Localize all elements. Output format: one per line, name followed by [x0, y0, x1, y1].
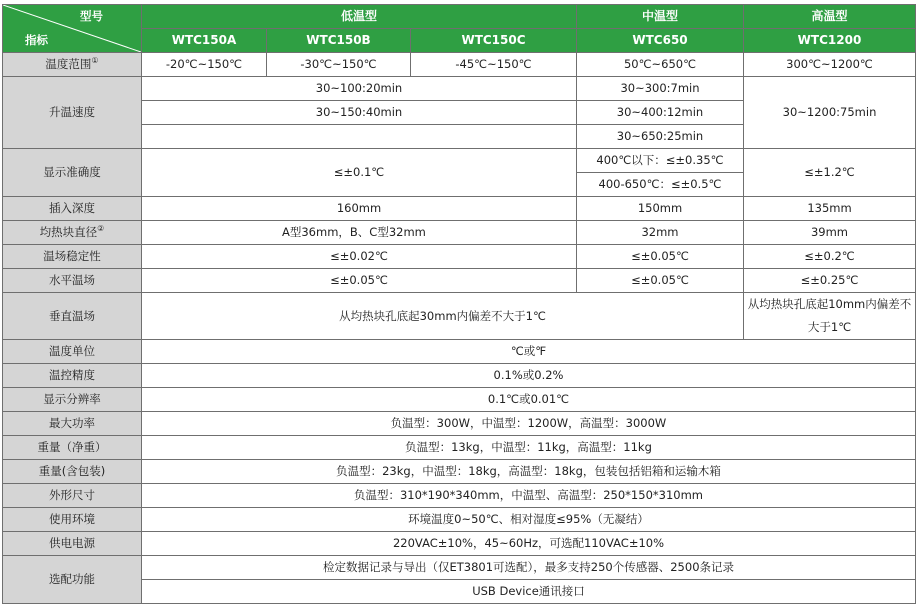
horizontal-field-low: ≤±0.05℃ — [142, 269, 577, 293]
options-value-1: 检定数据记录与导出（仅ET3801可选配），最多支持250个传感器、2500条记录 — [142, 556, 916, 580]
max-power-value: 负温型：300W，中温型：1200W，高温型：3000W — [142, 412, 916, 436]
model-wtc150b: WTC150B — [267, 29, 411, 53]
corner-metric-label: 指标 — [25, 33, 48, 47]
model-wtc150a: WTC150A — [142, 29, 267, 53]
row-label-max-power: 最大功率 — [3, 412, 142, 436]
row-label-environment: 使用环境 — [3, 508, 142, 532]
temp-range-wtc1200: 300℃~1200℃ — [744, 53, 916, 77]
display-accuracy-mid-1: 400℃以下：≤±0.35℃ — [577, 149, 744, 173]
environment-value: 环境温度0~50℃、相对湿度≤95%（无凝结） — [142, 508, 916, 532]
temp-range-wtc150a: -20℃~150℃ — [142, 53, 267, 77]
row-label-temp-unit: 温度单位 — [3, 340, 142, 364]
row-label-display-accuracy: 显示准确度 — [3, 149, 142, 197]
block-diameter-low: A型36mm，B、C型32mm — [142, 221, 577, 245]
options-value-2: USB Device通讯接口 — [142, 580, 916, 604]
row-label-insert-depth: 插入深度 — [3, 197, 142, 221]
group-high-temp: 高温型 — [744, 5, 916, 29]
heating-speed-mid-3: 30~650:25min — [577, 125, 744, 149]
model-wtc150c: WTC150C — [411, 29, 577, 53]
row-label-field-stability: 温场稳定性 — [3, 245, 142, 269]
display-accuracy-low: ≤±0.1℃ — [142, 149, 577, 197]
display-resolution-value: 0.1℃或0.01℃ — [142, 388, 916, 412]
insert-depth-high: 135mm — [744, 197, 916, 221]
row-label-control-precision: 温控精度 — [3, 364, 142, 388]
vertical-field-high: 从均热块孔底起10mm内偏差不大于1℃ — [744, 293, 916, 340]
temp-unit-value: ℃或℉ — [142, 340, 916, 364]
corner-model-label: 型号 — [80, 9, 103, 23]
heating-speed-low-1: 30~100:20min — [142, 77, 577, 101]
display-accuracy-mid-2: 400-650℃：≤±0.5℃ — [577, 173, 744, 197]
header-corner-cell — [3, 5, 142, 53]
group-low-temp: 低温型 — [142, 5, 577, 29]
insert-depth-mid: 150mm — [577, 197, 744, 221]
weight-package-value: 负温型：23kg，中温型：18kg，高温型：18kg，包装包括铝箱和运输木箱 — [142, 460, 916, 484]
display-accuracy-high: ≤±1.2℃ — [744, 149, 916, 197]
heating-speed-mid-2: 30~400:12min — [577, 101, 744, 125]
horizontal-field-high: ≤±0.25℃ — [744, 269, 916, 293]
dimensions-value: 负温型：310*190*340mm，中温型、高温型：250*150*310mm — [142, 484, 916, 508]
field-stability-low: ≤±0.02℃ — [142, 245, 577, 269]
horizontal-field-mid: ≤±0.05℃ — [577, 269, 744, 293]
row-label-temp-range: 温度范围① — [3, 53, 142, 77]
field-stability-high: ≤±0.2℃ — [744, 245, 916, 269]
heating-speed-low-empty — [142, 125, 577, 149]
row-label-display-resolution: 显示分辨率 — [3, 388, 142, 412]
block-diameter-high: 39mm — [744, 221, 916, 245]
heating-speed-low-2: 30~150:40min — [142, 101, 577, 125]
group-mid-temp: 中温型 — [577, 5, 744, 29]
row-label-weight-package: 重量(含包装) — [3, 460, 142, 484]
row-label-vertical-field: 垂直温场 — [3, 293, 142, 340]
model-wtc1200: WTC1200 — [744, 29, 916, 53]
row-label-dimensions: 外形尺寸 — [3, 484, 142, 508]
field-stability-mid: ≤±0.05℃ — [577, 245, 744, 269]
row-label-horizontal-field: 水平温场 — [3, 269, 142, 293]
block-diameter-mid: 32mm — [577, 221, 744, 245]
vertical-field-low-mid: 从均热块孔底起30mm内偏差不大于1℃ — [142, 293, 744, 340]
insert-depth-low: 160mm — [142, 197, 577, 221]
spec-table — [2, 4, 916, 604]
heating-speed-high: 30~1200:75min — [744, 77, 916, 149]
row-label-weight-net: 重量（净重） — [3, 436, 142, 460]
heating-speed-mid-1: 30~300:7min — [577, 77, 744, 101]
model-wtc650: WTC650 — [577, 29, 744, 53]
weight-net-value: 负温型：13kg，中温型：11kg，高温型：11kg — [142, 436, 916, 460]
control-precision-value: 0.1%或0.2% — [142, 364, 916, 388]
temp-range-wtc150b: -30℃~150℃ — [267, 53, 411, 77]
row-label-options: 选配功能 — [3, 556, 142, 604]
temp-range-wtc150c: -45℃~150℃ — [411, 53, 577, 77]
corner-diagonal — [3, 5, 141, 52]
power-supply-value: 220VAC±10%，45~60Hz，可选配110VAC±10% — [142, 532, 916, 556]
row-label-block-diameter: 均热块直径② — [3, 221, 142, 245]
row-label-heating-speed: 升温速度 — [3, 77, 142, 149]
row-label-power-supply: 供电电源 — [3, 532, 142, 556]
temp-range-wtc650: 50℃~650℃ — [577, 53, 744, 77]
